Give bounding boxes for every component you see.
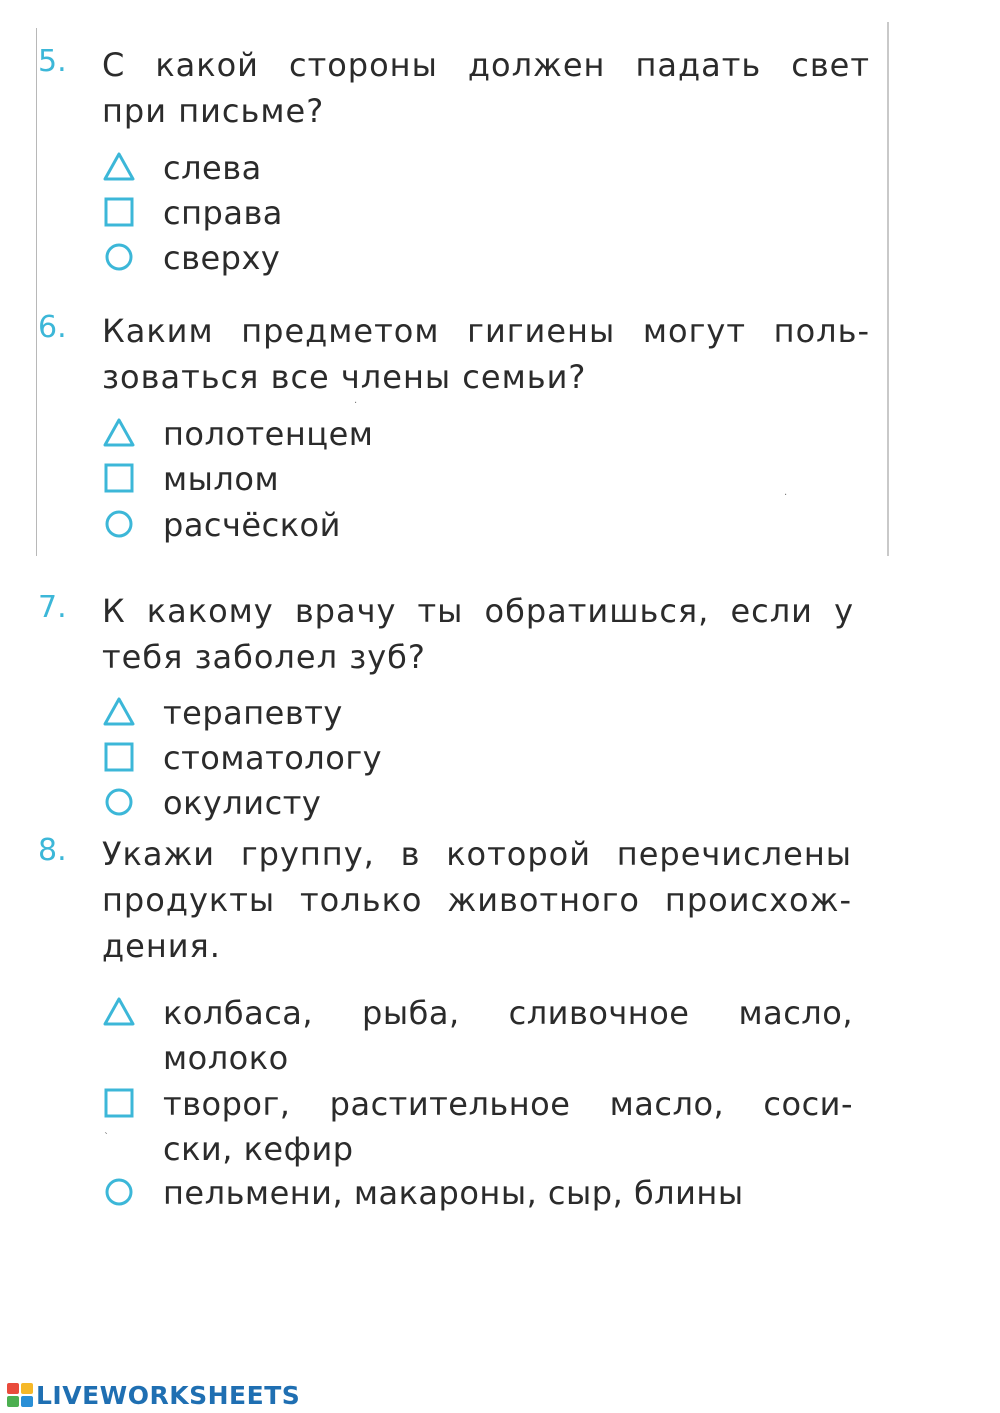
circle-icon[interactable] xyxy=(102,240,136,274)
question-number: 6. xyxy=(38,310,67,345)
option-label: окулисту xyxy=(163,784,322,822)
question-text-line: Укажи группу, в которой перечислены xyxy=(102,835,852,873)
option-label-continued: молоко xyxy=(163,1039,289,1077)
speck: ` xyxy=(104,1132,109,1143)
option-triangle[interactable] xyxy=(0,990,1000,1082)
liveworksheets-brand[interactable] xyxy=(6,1378,300,1412)
option-triangle[interactable] xyxy=(0,411,1000,457)
question-text-line: тебя заболел зуб? xyxy=(102,638,426,676)
option-label-continued: ски, кефир xyxy=(163,1130,354,1168)
question-text-line: зоваться все члены семьи? xyxy=(102,358,587,396)
speck: · xyxy=(354,398,358,409)
option-label: сверху xyxy=(163,239,281,277)
question-number: 8. xyxy=(38,833,67,868)
option-circle[interactable] xyxy=(0,502,1000,548)
triangle-icon[interactable] xyxy=(102,695,136,729)
circle-icon[interactable] xyxy=(102,1175,136,1209)
option-circle[interactable] xyxy=(0,1170,1000,1216)
option-label: расчёской xyxy=(163,506,341,544)
triangle-icon[interactable] xyxy=(102,416,136,450)
circle-icon[interactable] xyxy=(102,785,136,819)
square-icon[interactable] xyxy=(102,740,136,774)
question-number: 7. xyxy=(38,590,67,625)
question-text-line: С какой стороны должен падать свет xyxy=(102,46,870,84)
question-text-line: Каким предметом гигиены могут поль- xyxy=(102,312,870,350)
brand-name: LIVEWORKSHEETS xyxy=(36,1380,301,1410)
question-number: 5. xyxy=(38,44,67,79)
option-label: пельмени, макароны, сыр, блины xyxy=(163,1174,744,1212)
option-circle[interactable] xyxy=(0,235,1000,281)
option-label: колбаса, рыба, сливочное масло, xyxy=(163,994,853,1032)
speck: · xyxy=(784,490,788,501)
option-square[interactable] xyxy=(0,735,1000,781)
question-text-line: дения. xyxy=(102,927,221,965)
question-text-line: при письме? xyxy=(102,92,325,130)
option-circle[interactable] xyxy=(0,780,1000,826)
option-label: слева xyxy=(163,149,262,187)
option-square[interactable] xyxy=(0,456,1000,502)
option-label: полотенцем xyxy=(163,415,374,453)
triangle-icon[interactable] xyxy=(102,995,136,1029)
option-label: мылом xyxy=(163,460,280,498)
square-icon[interactable] xyxy=(102,461,136,495)
triangle-icon[interactable] xyxy=(102,150,136,184)
square-icon[interactable] xyxy=(102,1086,136,1120)
option-square[interactable] xyxy=(0,190,1000,236)
liveworksheets-logo-icon xyxy=(6,1381,34,1409)
option-triangle[interactable] xyxy=(0,145,1000,191)
square-icon[interactable] xyxy=(102,195,136,229)
question-text-line: продукты только животного происхож- xyxy=(102,881,852,919)
option-triangle[interactable] xyxy=(0,690,1000,736)
option-label: справа xyxy=(163,194,283,232)
circle-icon[interactable] xyxy=(102,507,136,541)
option-label: стоматологу xyxy=(163,739,383,777)
option-label: творог, растительное масло, соси- xyxy=(163,1085,853,1123)
option-square[interactable] xyxy=(0,1081,1000,1173)
question-text-line: К какому врачу ты обратишься, если у xyxy=(102,592,854,630)
option-label: терапевту xyxy=(163,694,343,732)
